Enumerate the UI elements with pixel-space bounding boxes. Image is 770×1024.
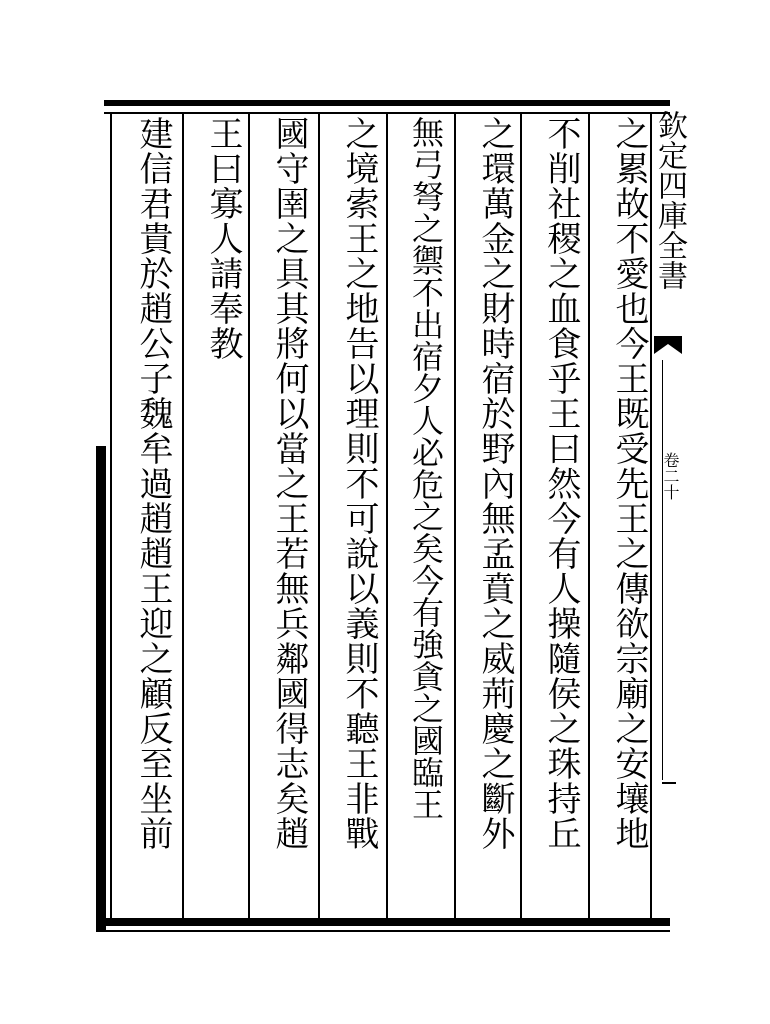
text-column-5: 之境索王之地告以理則不可說以義則不聽王非戰	[339, 116, 379, 851]
text-column-6: 國守圉之具其將何以當之王若無兵鄰國得志矣趙	[269, 116, 309, 851]
fish-tail-ornament	[652, 334, 684, 356]
left-border-thin	[110, 112, 112, 920]
book-title: 欽定四庫全書	[652, 110, 687, 290]
text-column-4: 無弓弩之禦不出宿夕人必危之矣今有強貪之國臨王	[407, 116, 445, 820]
margin-line	[662, 360, 663, 780]
bottom-border-thin	[104, 930, 670, 932]
volume-label: 卷二十	[661, 452, 680, 500]
text-column-7: 王曰寡人請奉教	[203, 116, 243, 361]
text-column-2: 不削社稷之血食乎王曰然今有人操隨侯之珠持丘	[541, 116, 581, 851]
text-column-8: 建信君貴於趙公子魏牟過趙趙王迎之顧反至坐前	[133, 116, 173, 851]
top-border-thick	[104, 100, 670, 106]
text-column-3: 之環萬金之財時宿於野內無孟賁之威荊慶之斷外	[475, 116, 515, 851]
margin-tick	[662, 782, 676, 784]
left-border-thick	[96, 446, 106, 932]
text-column-1: 之累故不愛也今王既受先王之傳欲宗廟之安壤地	[609, 116, 649, 851]
